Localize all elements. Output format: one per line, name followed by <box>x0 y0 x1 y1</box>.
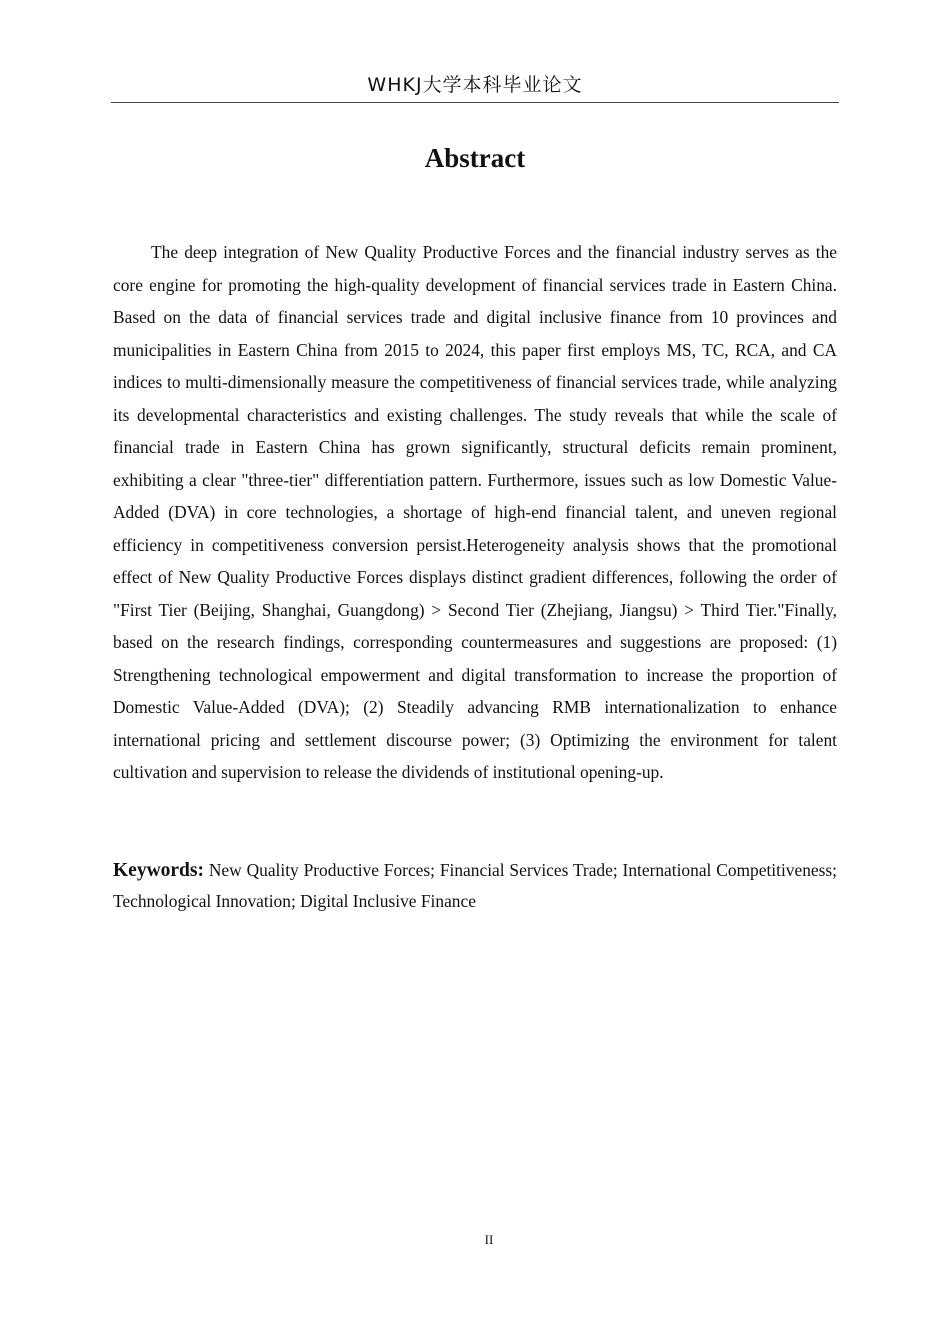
header-title: WHKJ大学本科毕业论文 <box>367 74 583 96</box>
keywords-text: New Quality Productive Forces; Financial Services Trade; International Competitiveness; Technological Innovation; Digital Inclusive Finance <box>113 860 837 911</box>
page-header <box>111 72 839 103</box>
page-number: II <box>484 1232 494 1247</box>
abstract-heading: Abstract <box>424 143 526 173</box>
abstract-body: The deep integration of New Quality Productive Forces and the financial industry serves as the core engine for promoting the high-quality development of financial services trade in Eastern China. Based on the data of financial services trade and digital inclusive finance from 10 provinces and municipalities in Eastern China from 2015 to 2024, this paper first employs MS, TC, RCA, and CA indices to multi-dimensionally measure the competitiveness of financial services trade, while analyzing its developmental characteristics and existing challenges. The study reveals that while the scale of financial trade in Eastern China has grown significantly, structural deficits remain prominent, exhibiting a clear "three-tier" differentiation pattern. Furthermore, issues such as low Domestic Value-Added (DVA) in core technologies, a shortage of high-end financial talent, and uneven regional efficiency in competitiveness conversion persist.Heterogeneity analysis shows that the promotional effect of New Quality Productive Forces displays distinct gradient differences, following the order of "First Tier (Beijing, Shanghai, Guangdong) > Second Tier (Zhejiang, Jiangsu) > Third Tier."Finally, based on the research findings, corresponding countermeasures and suggestions are proposed: (1) Strengthening technological empowerment and digital transformation to increase the proportion of Domestic Value-Added (DVA); (2) Steadily advancing RMB internationalization to enhance international pricing and settlement discourse power; (3) Optimizing the environment for talent cultivation and supervision to release the dividends of institutional opening-up. <box>113 242 837 782</box>
keywords-label: Keywords: <box>113 860 204 881</box>
keywords-paragraph <box>113 855 837 917</box>
